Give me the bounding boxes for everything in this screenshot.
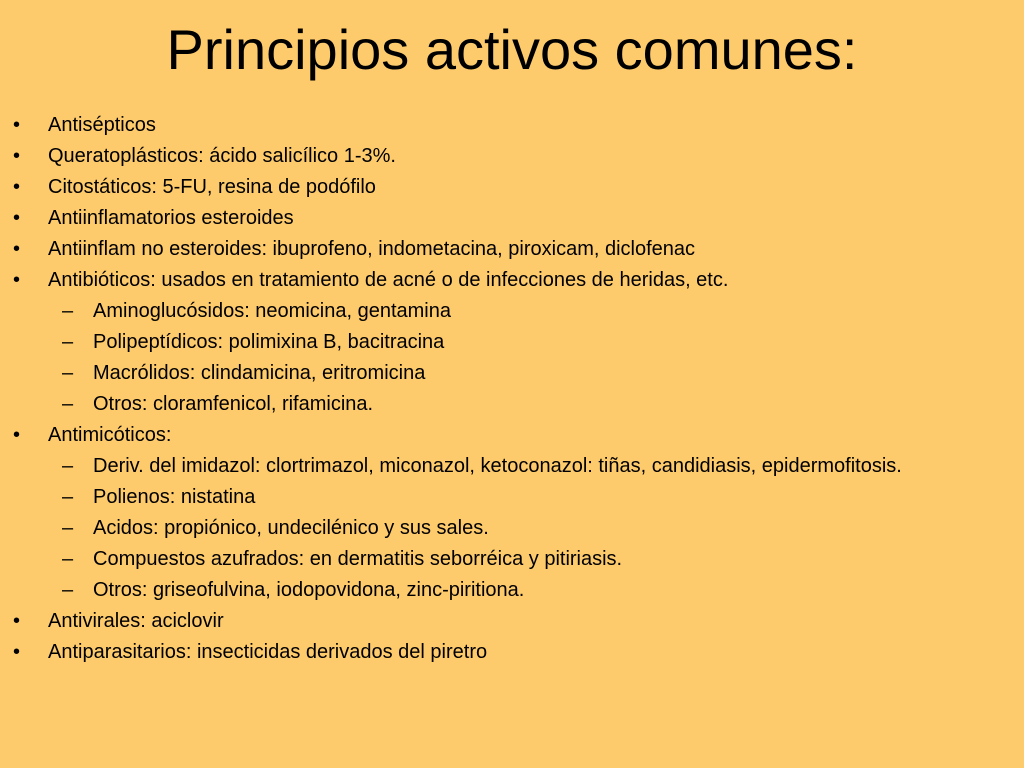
sub-item-text: Macrólidos: clindamicina, eritromicina bbox=[93, 362, 426, 384]
sub-item-macrolidos bbox=[0, 358, 1024, 389]
list-item-text: Antiparasitarios: insecticidas derivados del piretro bbox=[48, 641, 488, 663]
sub-item-text: Compuestos azufrados: en dermatitis seborréica y pitiriasis. bbox=[93, 548, 623, 570]
dash-marker: – bbox=[62, 362, 74, 384]
sub-item-compuestos-azufrados bbox=[0, 544, 1024, 575]
sub-item-otros-antibioticos bbox=[0, 389, 1024, 420]
list-item-antisepticos bbox=[0, 110, 1024, 141]
list-item-text: Antiinflamatorios esteroides bbox=[48, 207, 294, 229]
dash-marker: – bbox=[62, 548, 74, 570]
dash-marker: – bbox=[62, 300, 74, 322]
dash-marker: – bbox=[62, 331, 74, 353]
sub-item-text: Acidos: propiónico, undecilénico y sus sales. bbox=[93, 517, 489, 539]
list-item-antibioticos bbox=[0, 265, 1024, 296]
sub-item-text: Polipeptídicos: polimixina B, bacitracina bbox=[93, 331, 445, 353]
bullet-list bbox=[0, 110, 1024, 668]
sub-item-imidazol bbox=[0, 451, 1024, 482]
sub-item-aminoglucosidos bbox=[0, 296, 1024, 327]
list-item-text: Citostáticos: 5-FU, resina de podófilo bbox=[48, 176, 376, 198]
sub-item-text: Otros: cloramfenicol, rifamicina. bbox=[93, 393, 374, 415]
dash-marker: – bbox=[62, 455, 74, 477]
list-item-antimicoticos bbox=[0, 420, 1024, 451]
list-item-text: Antiinflam no esteroides: ibuprofeno, indometacina, piroxicam, diclofenac bbox=[48, 238, 696, 260]
bullet-marker: • bbox=[13, 207, 21, 229]
list-item-text: Antibióticos: usados en tratamiento de acné o de infecciones de heridas, etc. bbox=[48, 269, 729, 291]
list-item-queratoplasticos bbox=[0, 141, 1024, 172]
list-item-antivirales bbox=[0, 606, 1024, 637]
bullet-marker: • bbox=[13, 114, 21, 136]
list-item-citostaticos bbox=[0, 172, 1024, 203]
bullet-marker: • bbox=[13, 641, 21, 663]
dash-marker: – bbox=[62, 393, 74, 415]
sub-item-otros-antimicoticos bbox=[0, 575, 1024, 606]
dash-marker: – bbox=[62, 517, 74, 539]
bullet-marker: • bbox=[13, 145, 21, 167]
bullet-marker: • bbox=[13, 269, 21, 291]
bullet-marker: • bbox=[13, 424, 21, 446]
dash-marker: – bbox=[62, 579, 74, 601]
list-item-antiinflam-no-esteroides bbox=[0, 234, 1024, 265]
sub-item-text: Polienos: nistatina bbox=[93, 486, 256, 508]
bullet-marker: • bbox=[13, 610, 21, 632]
list-item-text: Antimicóticos: bbox=[48, 424, 172, 446]
sub-item-polipeptidicos bbox=[0, 327, 1024, 358]
list-item-text: Antivirales: aciclovir bbox=[48, 610, 224, 632]
sub-item-text: Deriv. del imidazol: clortrimazol, miconazol, ketoconazol: tiñas, candidiasis, epidermofitosis. bbox=[93, 455, 902, 477]
list-item-text: Antisépticos bbox=[48, 114, 156, 136]
list-item-antiinflamatorios-esteroides bbox=[0, 203, 1024, 234]
bullet-marker: • bbox=[13, 238, 21, 260]
dash-marker: – bbox=[62, 486, 74, 508]
sub-item-text: Otros: griseofulvina, iodopovidona, zinc-piritiona. bbox=[93, 579, 525, 601]
sub-item-acidos bbox=[0, 513, 1024, 544]
sub-item-text: Aminoglucósidos: neomicina, gentamina bbox=[93, 300, 451, 322]
slide-title: Principios activos comunes: bbox=[166, 18, 858, 81]
list-item-antiparasitarios bbox=[0, 637, 1024, 668]
sub-item-polienos bbox=[0, 482, 1024, 513]
list-item-text: Queratoplásticos: ácido salicílico 1-3%. bbox=[48, 145, 396, 167]
bullet-marker: • bbox=[13, 176, 21, 198]
